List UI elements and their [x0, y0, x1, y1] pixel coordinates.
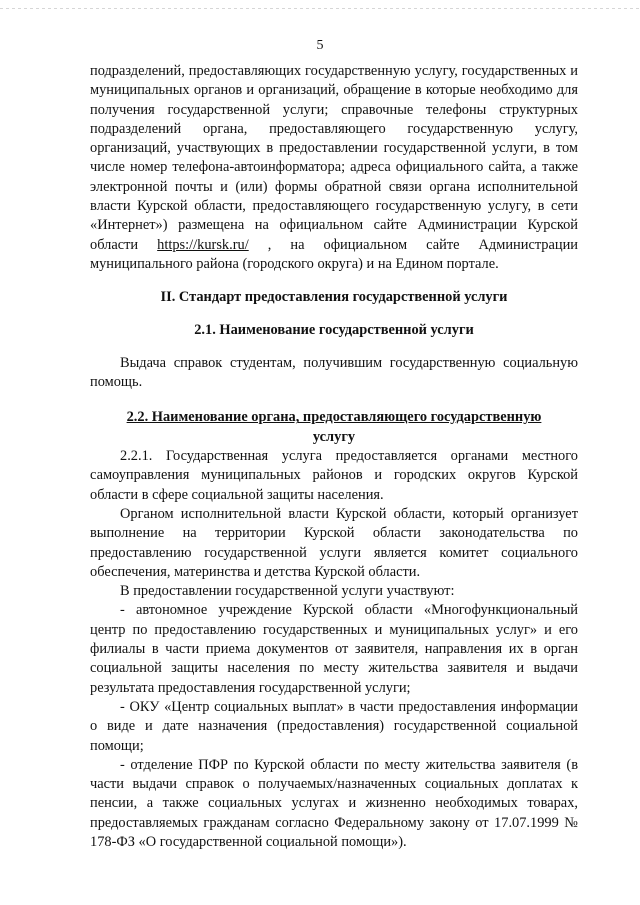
- kursk-link[interactable]: https://kursk.ru/: [157, 236, 249, 253]
- paragraph-2-2-1: 2.2.1. Государственная услуга предоставляется органами местного самоуправления муниципальных районов и городских округов Курской области в сфере социальной защиты населения.: [90, 448, 578, 503]
- intro-text: подразделений, предоставляющих государственную услугу, государственных и муниципальных органов и организаций, обращение в которые необходимо для получения государственной услуги; справочные телефоны структурных подразделений органа, предоставляющего государственную услугу, организаций, участвующих в предоставлении государственной услуги, в том числе номер телефона-автоинформатора; адреса официального сайта, а также электронной почты и (или) формы обратной связи органа исполнительной власти Курской области, предоставляющего государственную услугу, в сети «Интернет») размещена на официальном сайте Администрации Курской области: [90, 63, 578, 253]
- subsection-2-2-heading-line2: услугу: [312, 428, 356, 445]
- scan-edge-line: [0, 8, 640, 9]
- section-2-heading: II. Стандарт предоставления государственной услуги: [160, 289, 508, 306]
- subsection-2-1-text: Выдача справок студентам, получившим государственную социальную помощь.: [90, 354, 578, 391]
- paragraph-participants: В предоставлении государственной услуги участвуют:: [120, 583, 455, 600]
- page-number: 5: [316, 38, 324, 53]
- document-body: [90, 62, 578, 852]
- intro-paragraph: [90, 62, 578, 274]
- subsection-2-2-heading: [90, 408, 578, 447]
- subsection-2-1-heading: 2.1. Наименование государственной услуги: [194, 321, 474, 338]
- participant-oku: - ОКУ «Центр социальных выплат» в части предоставления информации о виде и дате назначения (предоставления) государственной социальной помощи;: [90, 698, 578, 754]
- participant-pfr: - отделение ПФР по Курской области по месту жительства заявителя (в части выдачи справок о получаемых/назначенных социальных доплатах к пенсии, а также социальных услугах и жизненно необходимых товарах, предоставляемых гражданам согласно Федеральному закону от 17.07.1999 № 178-ФЗ «О государственной социальной помощи»).: [90, 756, 578, 850]
- participant-mfc: - автономное учреждение Курской области «Многофункциональный центр по предоставлению государственных и муниципальных услуг» и его филиалы в части приема документов от заявителя, направления их в орган социальной защиты населения по месту жительства заявителя и выдачи результата предоставления государственной услуги;: [90, 602, 578, 696]
- paragraph-responsible-body: Органом исполнительной власти Курской области, который организует выполнение на территории Курской области законодательства по предоставлению государственной услуги является комитет социального обеспечения, материнства и детства Курской области.: [90, 505, 578, 580]
- subsection-2-2-heading-line1: 2.2. Наименование органа, предоставляющего государственную: [126, 409, 542, 426]
- intro-text-end: , на официальном сайте Администрации муниципального района (городского округа) и на Едином портале.: [90, 236, 578, 272]
